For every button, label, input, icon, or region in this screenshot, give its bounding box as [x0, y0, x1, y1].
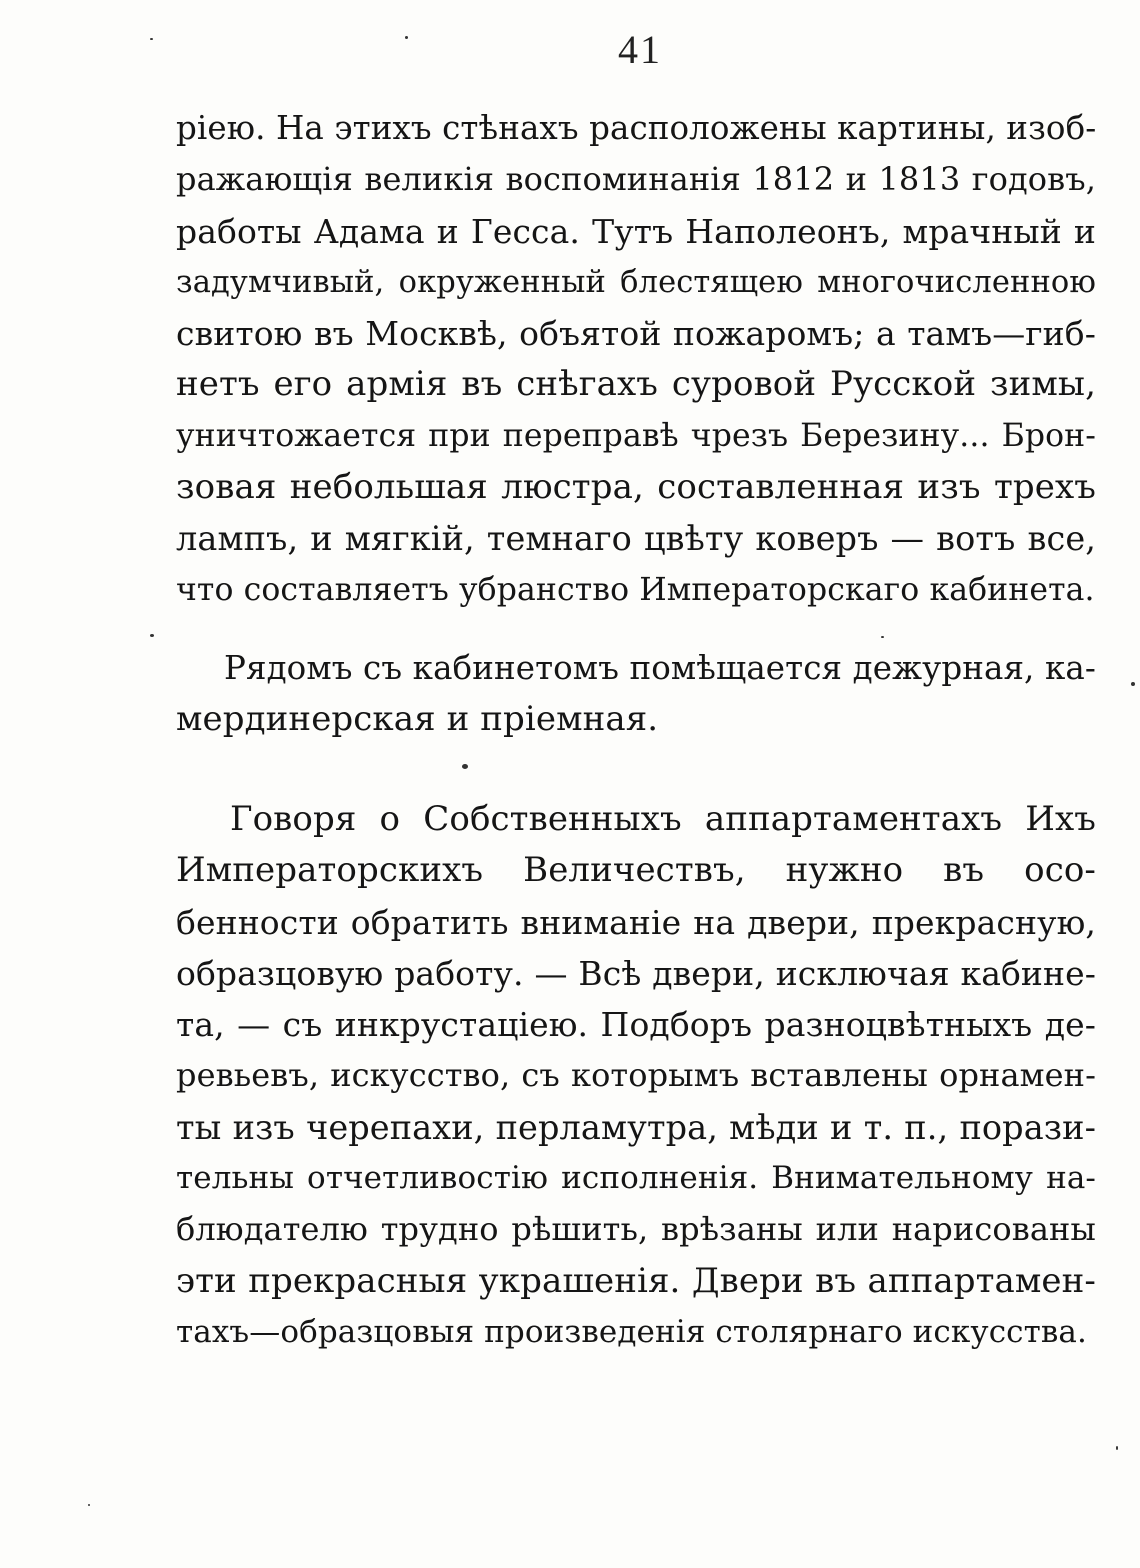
paragraph-3 — [176, 794, 1096, 1358]
text-line: тахъ—образцовыя произведенія столярнаго искусства. — [176, 1313, 1087, 1350]
paragraph-1 — [176, 103, 1096, 616]
text-line: мердинерская и пріемная. — [176, 699, 659, 740]
text-line: что составляетъ убранство Императорскаго кабинета. — [176, 571, 1095, 608]
text-line: уничтожается при переправѣ чрезъ Березину... Брон- — [176, 417, 1096, 454]
text-line: нетъ его армія въ снѣгахъ суровой Русской зимы, — [176, 364, 1096, 405]
ink-speck — [150, 634, 154, 637]
text-line: Рядомъ съ кабинетомъ помѣщается дежурная, ка- — [224, 649, 1096, 687]
text-line: ріею. На этихъ стѣнахъ расположены картины, изоб- — [176, 109, 1097, 147]
text-line: блюдателю трудно рѣшить, врѣзаны или нарисованы — [176, 1210, 1096, 1249]
text-line: Императорскихъ Величествъ, нужно въ осо- — [176, 850, 1096, 891]
text-line: работы Адама и Гесса. Тутъ Наполеонъ, мрачный и — [176, 211, 1096, 251]
text-line: эти прекрасныя украшенія. Двери въ аппартамен- — [176, 1260, 1096, 1301]
ink-speck — [88, 1504, 90, 1506]
ink-speck — [1131, 682, 1135, 686]
ink-speck — [150, 38, 153, 40]
ink-speck — [462, 764, 468, 769]
text-line: та, — съ инкрустаціею. Подборъ разноцвѣтныхъ де- — [176, 1005, 1096, 1045]
text-line: свитою въ Москвѣ, объятой пожаромъ; а тамъ—гиб- — [176, 314, 1096, 354]
text-line: тельны отчетливостію исполненія. Внимательному на- — [176, 1160, 1096, 1197]
text-line: задумчивый, окруженный блестящею многочисленною — [176, 264, 1096, 300]
text-line: бенности обратить вниманіе на двери, прекрасную, — [176, 902, 1096, 942]
text-line: зовая небольшая люстра, составленная изъ трехъ — [176, 467, 1096, 508]
text-line: образцовую работу. — Всѣ двери, исключая кабине- — [176, 953, 1096, 993]
text-line: ты изъ черепахи, перламутра, мѣди и т. п., порази- — [176, 1107, 1096, 1147]
ink-speck — [881, 636, 884, 638]
text-line: лампъ, и мягкій, темнаго цвѣту коверъ — вотъ все, — [176, 519, 1096, 559]
paragraph-2 — [176, 643, 1096, 746]
page-number: 41 — [618, 27, 662, 72]
text-line: ражающія великія воспоминанія 1812 и 1813 годовъ, — [176, 160, 1096, 199]
text-line: ревьевъ, искусство, съ которымъ вставлены орнамен- — [176, 1056, 1096, 1095]
ink-speck — [1116, 1446, 1118, 1450]
text-line: Говоря о Собственныхъ аппартаментахъ Ихъ — [230, 799, 1096, 839]
ink-speck — [405, 36, 408, 39]
